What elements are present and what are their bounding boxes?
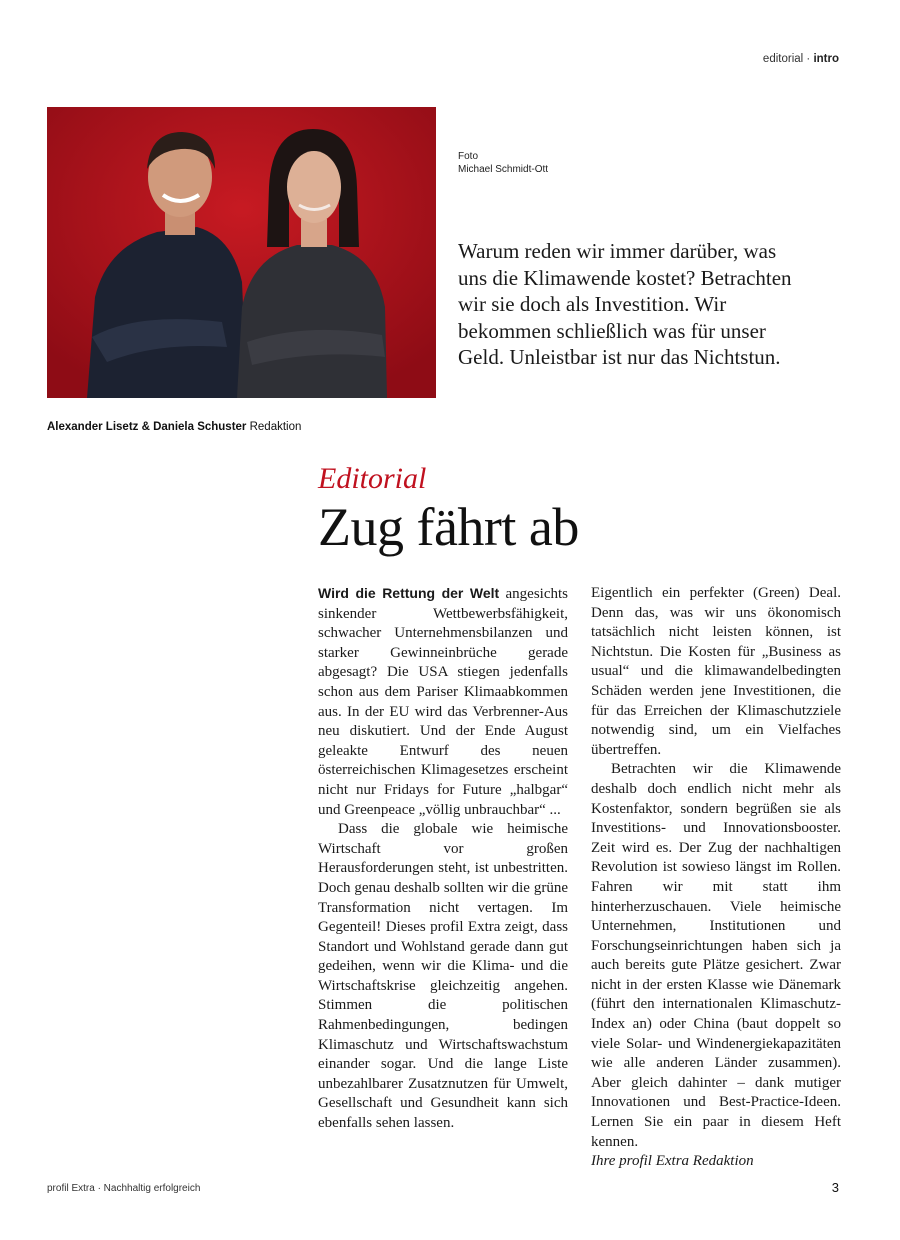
photo-credit-label: Foto bbox=[458, 151, 479, 162]
article-column-2 bbox=[591, 584, 841, 1172]
portrait-photo bbox=[47, 107, 436, 398]
paragraph-1-text: angesichts sinkender Wettbewerbsfähigkeit, schwacher Unternehmensbilanzen und starker Gewinneinbrüche gerade abgesagt? Die USA stiegen jedenfalls schon aus dem Pariser Klimaabkommen aus. In der EU wird das Verbrenner-Aus neu diskutiert. Und der Ende August geleakte Entwurf des neuen österreichischen Klimagesetzes erscheint nicht nur Fridays for Future „halbgar“ und Greenpeace „völlig unbrauchbar“ ... bbox=[318, 586, 568, 818]
paragraph-4: Betrachten wir die Klimawende deshalb doch endlich nicht mehr als Kostenfaktor, sondern begrüßen sie als Investitions- und Innovationsbooster. Zeit wird es. Der Zug der nachhaltigen Revolution ist sowieso längst im Rollen. Fahren wir mit statt ihm hinterherzuschauen. Viele heimische Unternehmen, Institutionen und Forschungseinrichtungen haben sich ja auch bereits gute Plätze gesichert. Zwar nicht in der ersten Klasse wie Dänemark (führt den internationalen Klimaschutz-Index an) oder China (baut doppelt so viele Solar- und Windenergiekapazitäten wie alle anderen Länder zusammen). Aber gleich dahinter – dank mutiger Innovationen und Best-Practice-Ideen. Lernen Sie ein paar in diesem Heft kennen. bbox=[591, 761, 841, 1150]
page-number: 3 bbox=[831, 1180, 839, 1195]
portrait-illustration bbox=[47, 107, 436, 398]
lead-in: Wird die Rettung der Welt bbox=[318, 585, 500, 601]
signature: Ihre profil Extra Redaktion bbox=[591, 1153, 754, 1170]
photo-caption bbox=[47, 421, 301, 433]
paragraph-2: Dass die globale wie heimische Wirtschaft vor großen Herausforderungen steht, ist unbestritten. Doch genau deshalb sollten wir die grüne Transformation nicht vertagen. Im Gegenteil! Dieses profil Extra zeigt, dass Standort und Wohlstand gerade dann gut gedeihen, wenn wir die Klima- und die Wirtschaftskrise gleichzeitig angehen. Stimmen die politischen Rahmenbedingungen, bedingen Klimaschutz und Wirtschaftswachstum einander sogar. Und die lange Liste unbezahlbarer Zusatznutzen für Umwelt, Gesellschaft und Gesundheit kann sich ebenfalls sehen lassen. bbox=[318, 821, 568, 1132]
footer-publication: profil Extra · Nachhaltig erfolgreich bbox=[47, 1183, 201, 1194]
section-label bbox=[763, 53, 839, 65]
paragraph-3: Eigentlich ein perfekter (Green) Deal. Denn das, was wir uns ökonomisch tatsächlich nicht leisten können, ist Nichtstun. Die Kosten für „Business as usual“ und die klimawandelbedingten Schäden werden jene Investitionen, die für das Erreichen der Klimaschutzziele notwendig sind, um ein Vielfaches übertreffen. bbox=[591, 585, 841, 758]
paragraph-1 bbox=[318, 584, 568, 820]
photo-credit bbox=[458, 150, 548, 176]
headline: Zug fährt ab bbox=[318, 497, 579, 557]
article-column-1 bbox=[318, 584, 568, 1134]
section-name: editorial bbox=[762, 53, 804, 65]
pull-quote: Warum reden wir immer darüber, was uns die Klimawende kostet? Betrachten wir sie doch als Investition. Wir bekommen schließlich was für unser Geld. Unleistbar ist nur das Nichtstun. bbox=[458, 239, 792, 369]
caption-names: Alexander Lisetz & Daniela Schuster bbox=[47, 421, 247, 433]
kicker: Editorial bbox=[318, 462, 427, 495]
section-separator: · bbox=[803, 53, 814, 65]
caption-role: Redaktion bbox=[246, 421, 302, 433]
photo-credit-name: Michael Schmidt-Ott bbox=[458, 164, 549, 175]
subsection-name: intro bbox=[813, 53, 839, 65]
